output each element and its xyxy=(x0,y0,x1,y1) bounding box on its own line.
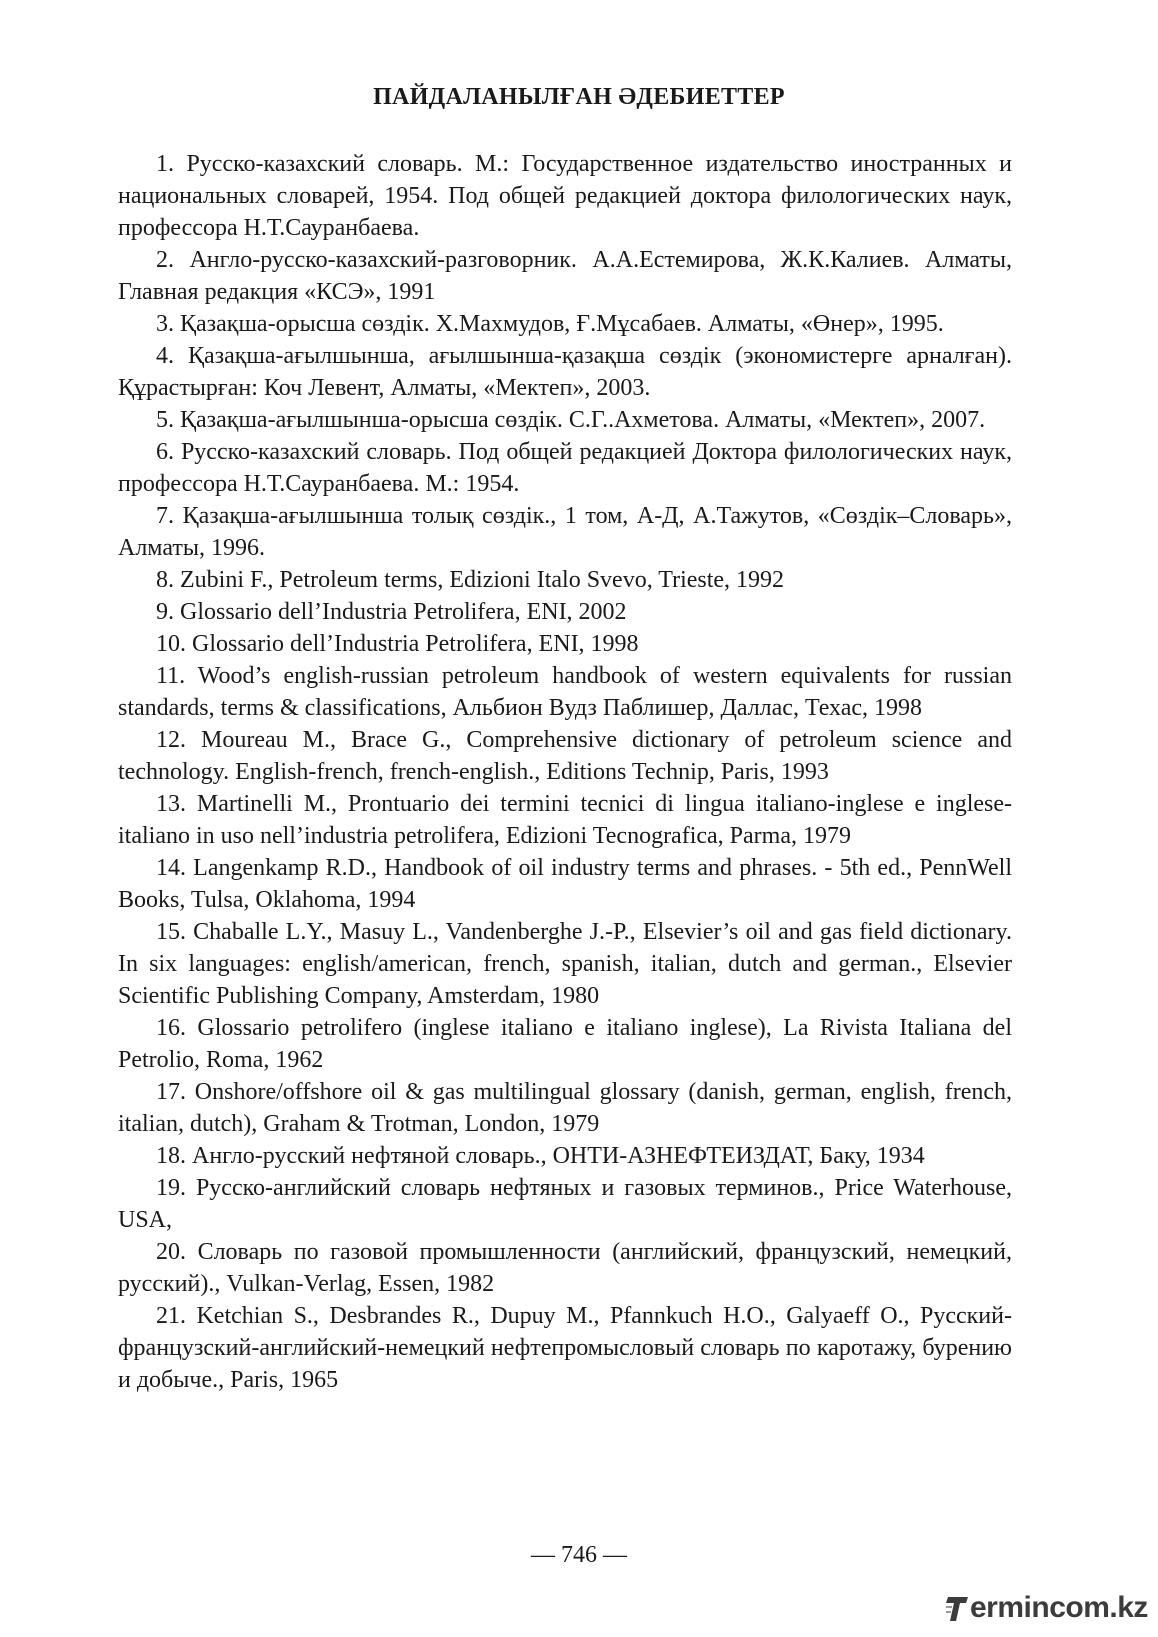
reference-item: 13. Martinelli M., Prontuario dei termini tecnici di lingua italiano-inglese e inglese-italiano in uso nell’industria petrolifera, Edizioni Tecnografica, Parma, 1979 xyxy=(118,791,1012,849)
reference-item: 11. Wood’s english-russian petroleum handbook of western equivalents for russian standards, terms & classifications, Альбион Вудз Паблишер, Даллас, Техас, 1998 xyxy=(118,663,1012,721)
reference-item: 4. Қазақша-ағылшынша, ағылшынша-қазақша сөздік (экономистерге арналған). Құрастырған: Коч Левент, Алматы, «Мектеп», 2003. xyxy=(118,343,1012,401)
reference-item: 2. Англо-русско-казахский-разговорник. А.А.Естемирова, Ж.К.Калиев. Алматы, Главная редакция «КСЭ», 1991 xyxy=(118,247,1012,305)
reference-item: 12. Moureau M., Brace G., Comprehensive dictionary of petroleum science and technology. English-french, french-english., Editions Technip, Paris, 1993 xyxy=(118,727,1012,785)
reference-item: 1. Русско-казахский словарь. М.: Государственное издательство иностранных и национальных словарей, 1954. Под общей редакцией доктора филологических наук, профессора Н.Т.Сауранбаева. xyxy=(118,151,1012,241)
reference-item: 3. Қазақша-орысша сөздік. Х.Махмудов, Ғ.Мұсабаев. Алматы, «Өнер», 1995. xyxy=(156,311,944,337)
reference-item: 9. Glossario dell’Industria Petrolifera, ENI, 2002 xyxy=(156,599,627,625)
reference-item: 14. Langenkamp R.D., Handbook of oil industry terms and phrases. - 5th ed., PennWell Books, Tulsa, Oklahoma, 1994 xyxy=(118,855,1012,913)
reference-item: 18. Англо-русский нефтяной словарь., ОНТИ-АЗНЕФТЕИЗДАТ, Баку, 1934 xyxy=(156,1143,925,1169)
reference-item: 15. Chaballe L.Y., Masuy L., Vandenberghe J.-P., Elsevier’s oil and gas field dictionary. In six languages: english/american, french, spanish, italian, dutch and german., Elsevier Scientific Publishing Company, Amsterdam, 1980 xyxy=(118,919,1012,1009)
reference-item: 7. Қазақша-ағылшынша толық сөздік., 1 том, А-Д, А.Тажутов, «Сөздік–Словарь», Алматы, 1996. xyxy=(118,503,1012,561)
reference-item: 20. Словарь по газовой промышленности (английский, французский, немецкий, русский)., Vulkan-Verlag, Essen, 1982 xyxy=(118,1239,1012,1297)
reference-item: 6. Русско-казахский словарь. Под общей редакцией Доктора филологических наук, профессора Н.Т.Сауранбаева. М.: 1954. xyxy=(118,439,1012,497)
reference-item: 21. Ketchian S., Desbrandes R., Dupuy M., Pfannkuch H.O., Galyaeff O., Русский-французский-английский-немецкий нефтепромысловый словарь по каротажу, бурению и добыче., Paris, 1965 xyxy=(118,1303,1012,1393)
reference-item: 19. Русско-английский словарь нефтяных и газовых терминов., Price Waterhouse, USA, xyxy=(118,1175,1012,1233)
watermark-text: ermincom.kz xyxy=(970,1591,1148,1624)
reference-list xyxy=(118,148,1012,1396)
page-number: — 746 — xyxy=(531,1542,627,1568)
termincom-t-logo-icon xyxy=(946,1593,968,1623)
site-watermark[interactable] xyxy=(946,1590,1148,1626)
reference-item: 5. Қазақша-ағылшынша-орысша сөздік. С.Г..Ахметова. Алматы, «Мектеп», 2007. xyxy=(156,407,986,433)
reference-item: 16. Glossario petrolifero (inglese italiano e italiano inglese), La Rivista Italiana del Petrolio, Roma, 1962 xyxy=(118,1015,1012,1073)
page-title: ПАЙДАЛАНЫЛҒАН ӘДЕБИЕТТЕР xyxy=(373,84,785,110)
reference-item: 8. Zubini F., Petroleum terms, Edizioni Italo Svevo, Trieste, 1992 xyxy=(156,567,785,593)
reference-item: 17. Onshore/offshore oil & gas multilingual glossary (danish, german, english, french, italian, dutch), Graham & Trotman, London, 1979 xyxy=(118,1079,1012,1137)
reference-item: 10. Glossario dell’Industria Petrolifera, ENI, 1998 xyxy=(156,631,639,657)
